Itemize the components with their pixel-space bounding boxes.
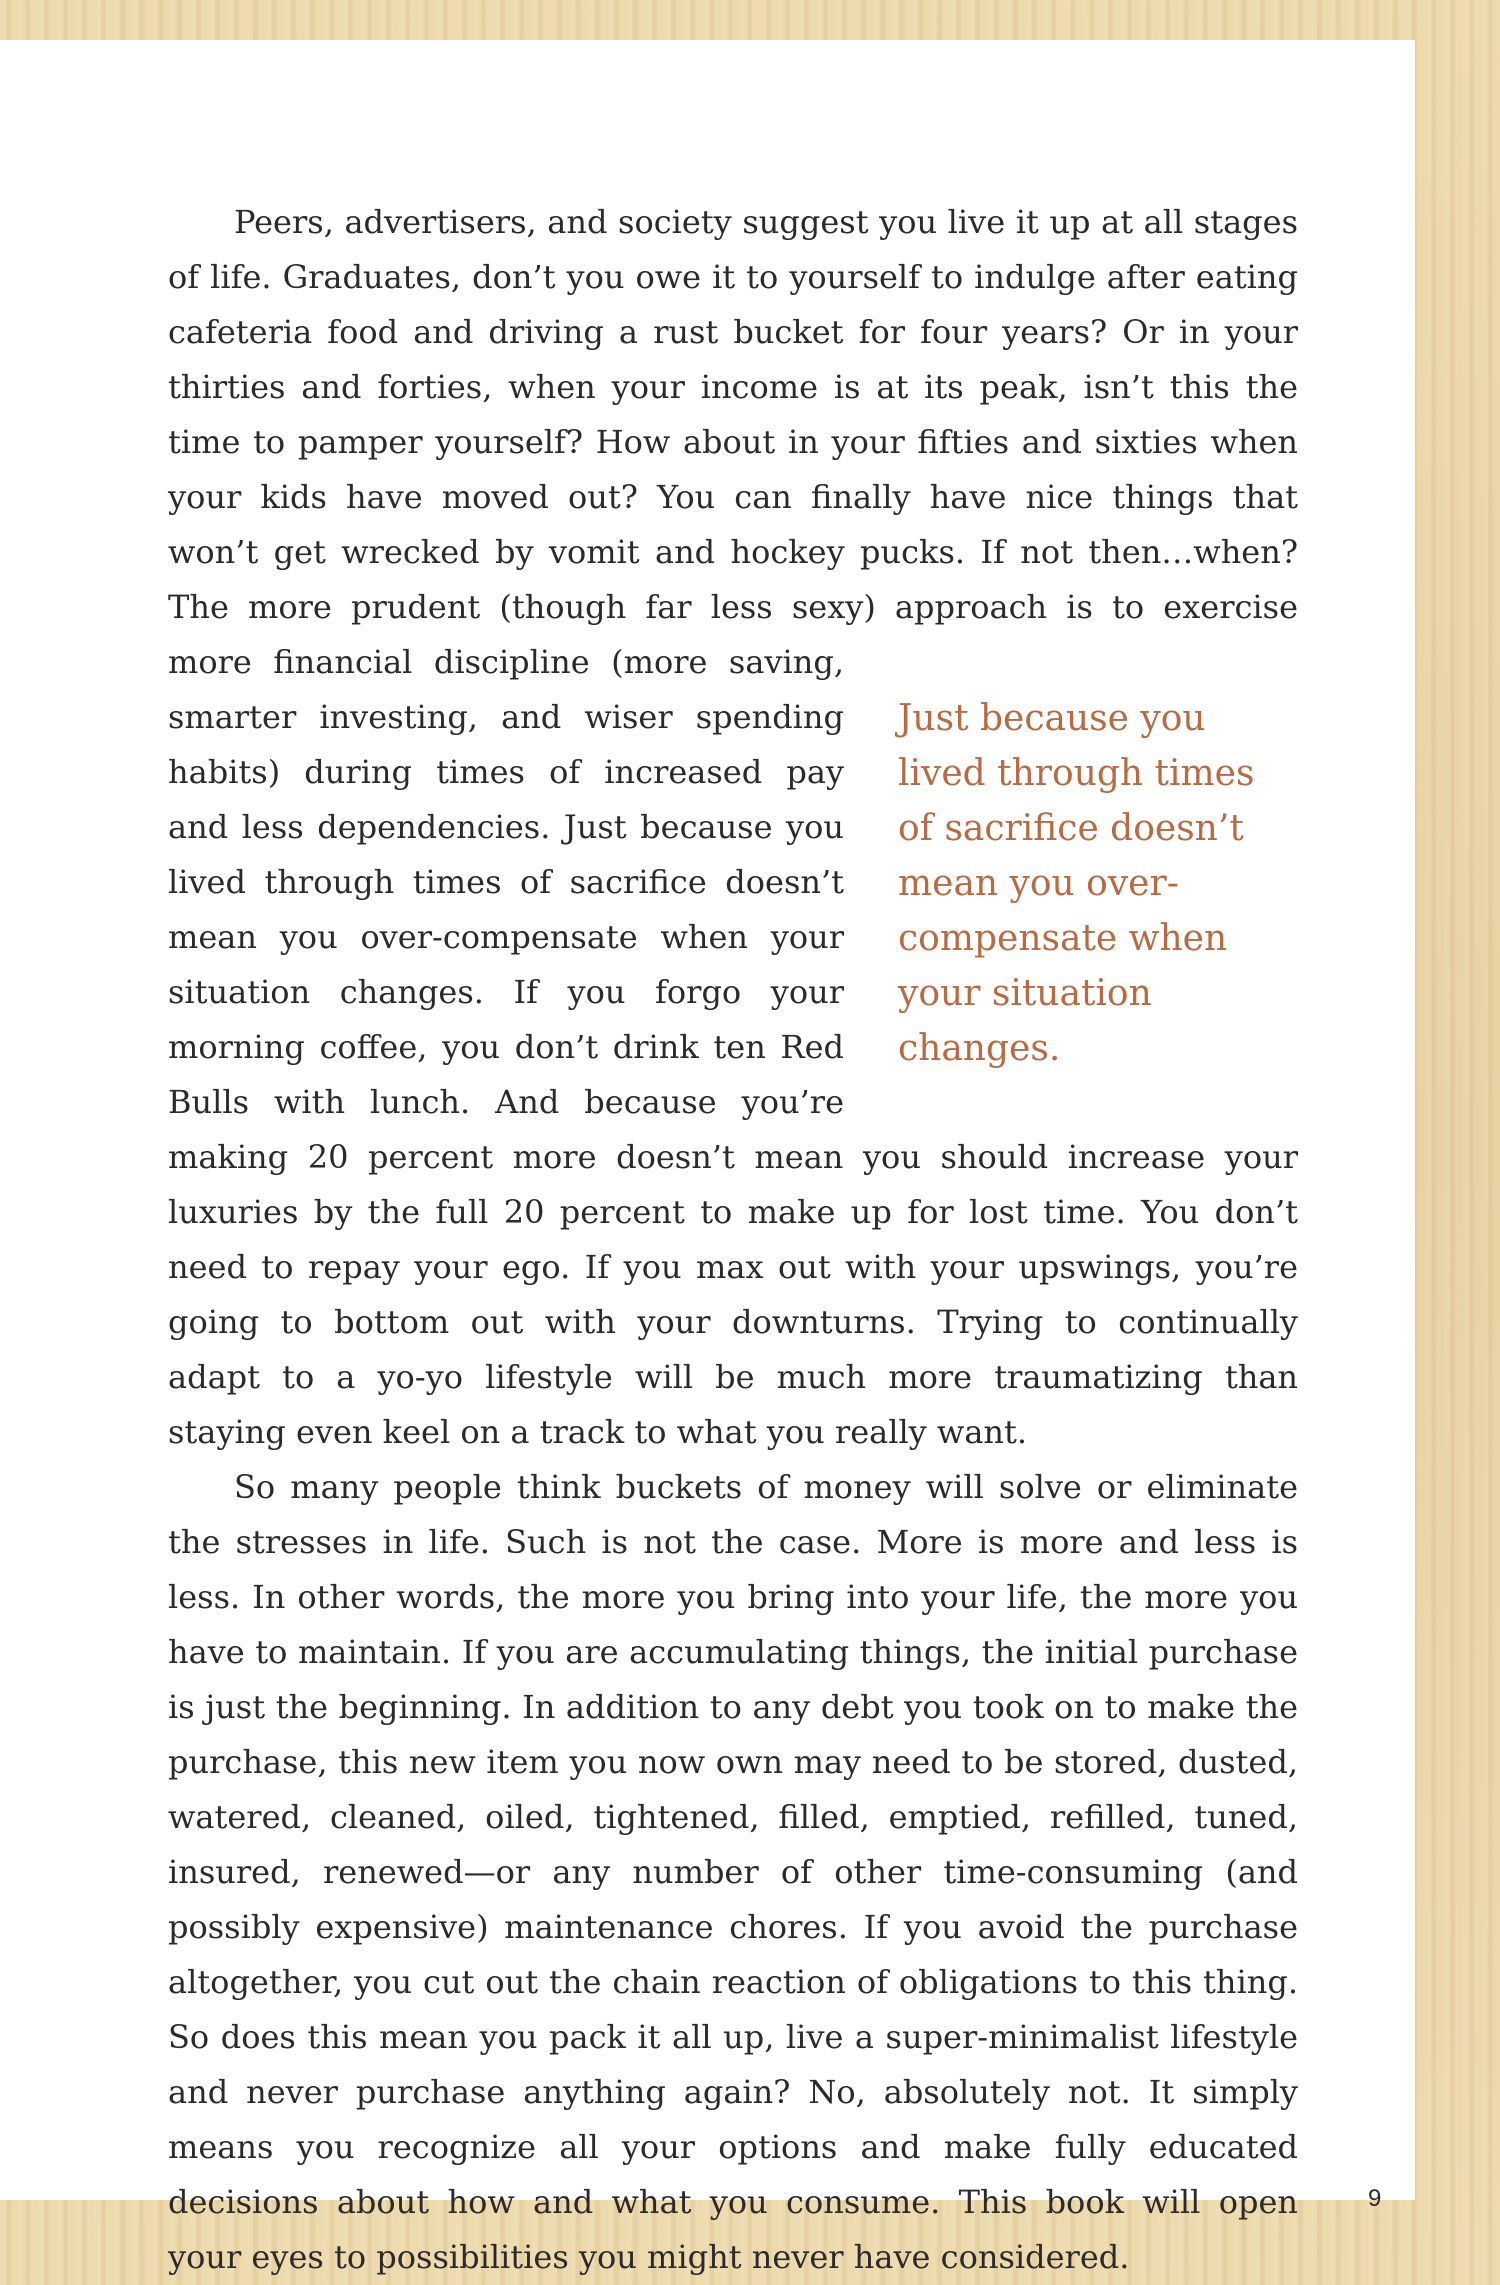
paragraph-1-rest: to exercise more financial discipline (more saving, smarter investing, and wiser spending habits) during times of increased pay and less dependencies. Just because you lived through times of sacrifice doesn’t mean you over-compensate when your situation changes. If you forgo your morning coffee, you don’t drink ten Red Bulls with lunch. And because you’re making 20 percent more doesn’t mean you should increase your luxuries by the full 20 percent to make up for lost time. You don’t need to repay your ego. If you max out with your upswings, you’re going to bottom out with your downturns. Trying to continually adapt to a yo-yo lifestyle will be much more traumatizing than staying even keel on a track to what you really want. [168,588,1299,1451]
paragraph-1-start: Peers, advertisers, and society suggest you live it up at all stages of life. Graduates, don’t you owe it to yourself to indulge after eating cafeteria food and driving a rust bucket for four years? Or in your thirties and forties, when your income is at its peak, isn’t this the time to pamper yourself? How about in your fifties and sixties when your kids have moved out? You can finally have nice things that won’t get wrecked by vomit and hockey pucks. If not then…when? The more prudent (though far less sexy) approach is [168,203,1298,626]
body-text [168,195,1298,2285]
page-number: 9 [1368,2185,1382,2212]
paragraph-2: So many people think buckets of money will solve or eliminate the stresses in life. Such is not the case. More is more and less is less. In other words, the more you bring into your life, the more you have to maintain. If you are accumulating things, the initial purchase is just the beginning. In addition to any debt you took on to make the purchase, this new item you now own may need to be stored, dusted, watered, cleaned, oiled, tightened, filled, emptied, refilled, tuned, insured, renewed—or any number of other time-consuming (and possibly expensive) maintenance chores. If you avoid the purchase altogether, you cut out the chain reaction of obligations to this thing. So does this mean you pack it all up, live a super-minimalist lifestyle and never purchase anything again? No, absolutely not. It simply means you recognize all your options and make fully educated decisions about how and what you consume. This book will open your eyes to possibilities you might never have considered. [168,1468,1298,2276]
book-page [0,40,1415,2276]
paragraph-1 [168,195,1298,1460]
pull-quote: Just because you lived through times of sacrifice doesn’t mean you over-compensate when your situation changes. [898,698,1255,1069]
